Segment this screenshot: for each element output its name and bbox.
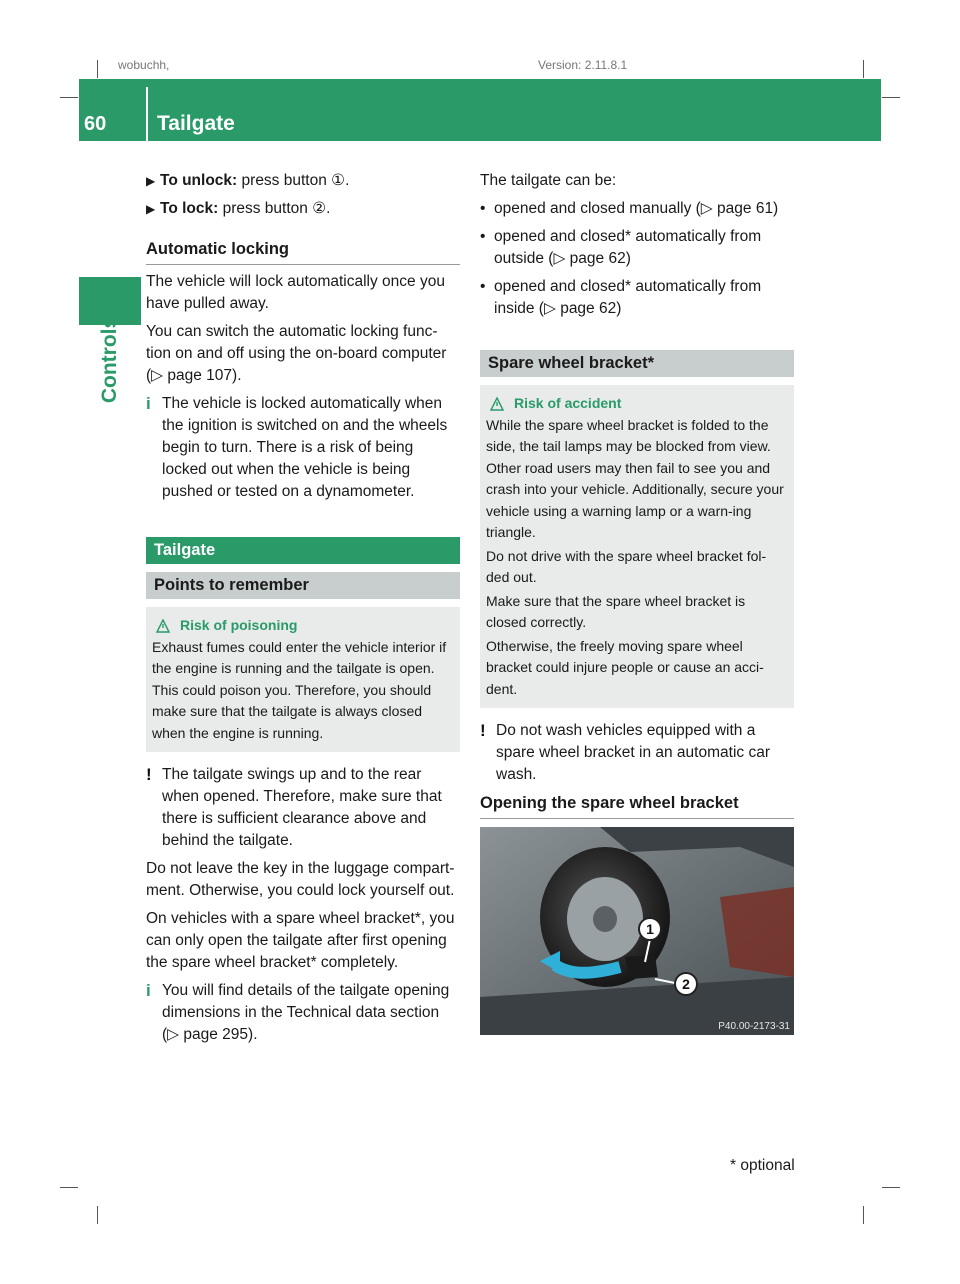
list-item bbox=[480, 226, 794, 270]
key-para: Do not leave the key in the luggage compart-ment. Otherwise, you could lock yourself out. bbox=[146, 860, 455, 899]
info-icon: i bbox=[146, 394, 151, 413]
arrow-icon: ▶ bbox=[146, 202, 156, 216]
spare-wheel-heading: Spare wheel bracket* bbox=[480, 350, 794, 377]
bullet-icon: • bbox=[480, 200, 486, 217]
warning-para: While the spare wheel bracket is folded to the side, the tail lamps may be blocked from view. Other road users may then fail to see you and crash into your vehicle. Additionally, secure your vehicle using a warning lamp or a warn-ing triangle. bbox=[486, 416, 784, 540]
step-unlock-bold: To unlock: bbox=[160, 172, 238, 189]
crop-mark bbox=[863, 60, 864, 78]
step-lock: ▶ To lock: press button ②. bbox=[146, 198, 460, 220]
step-unlock-text: press button bbox=[241, 172, 327, 189]
spare-wheel-photo bbox=[480, 827, 794, 1035]
warning-text: Exhaust fumes could enter the vehicle interior if the engine is running and the tailgate is open. This could poison you. Therefore, you should make sure that the tailgate is always closed when the engine is running. bbox=[152, 638, 447, 741]
step-lock-text: press button bbox=[222, 200, 308, 217]
opening-heading: Opening the spare wheel bracket bbox=[480, 792, 794, 819]
auto-info-text: The vehicle is locked automatically when the ignition is switched on and the wheels begin to turn. There is a risk of being locked out when the vehicle is being pushed or tested on a dynamometer. bbox=[162, 395, 448, 500]
points-heading: Points to remember bbox=[146, 572, 460, 599]
auto-info-note bbox=[146, 393, 460, 503]
warning-title-text: Risk of poisoning bbox=[180, 617, 298, 633]
list-item bbox=[480, 276, 794, 320]
side-label: Controls bbox=[98, 316, 121, 404]
caution-note bbox=[480, 720, 794, 786]
step-unlock: ▶ To unlock: press button ①. bbox=[146, 170, 460, 192]
tailgate-section-heading: Tailgate bbox=[146, 537, 460, 564]
page-title: Tailgate bbox=[157, 112, 235, 135]
left-column bbox=[146, 170, 460, 1052]
callout-1: 1 bbox=[646, 921, 654, 937]
auto-para-1: The vehicle will lock automatically once you have pulled away. bbox=[146, 273, 445, 312]
crop-mark bbox=[882, 1187, 900, 1188]
header-divider bbox=[146, 87, 148, 141]
list-item-text: opened and closed* automatically from outside (▷ page 62) bbox=[494, 228, 762, 267]
warning-triangle-icon bbox=[490, 397, 504, 411]
crop-mark bbox=[863, 1206, 864, 1224]
warning-triangle-icon bbox=[156, 619, 170, 633]
list-item bbox=[480, 198, 794, 220]
crop-left-text: wobuchh, bbox=[118, 58, 170, 72]
callout-2: 2 bbox=[682, 976, 690, 992]
tailgate-can-be: The tailgate can be: bbox=[480, 172, 617, 189]
warning-box-accident bbox=[480, 385, 794, 708]
crop-right-text: Version: 2.11.8.1 bbox=[538, 58, 628, 72]
caution-text: The tailgate swings up and to the rear when opened. Therefore, make sure that there is sufficient clearance above and behind the tailgate. bbox=[162, 766, 442, 849]
bullet-icon: • bbox=[480, 278, 486, 295]
info-note-2 bbox=[146, 980, 460, 1046]
callout-2-ref: ② bbox=[312, 200, 327, 217]
info-text-2: You will find details of the tailgate opening dimensions in the Technical data section (▷ page 295). bbox=[162, 982, 450, 1043]
right-column bbox=[480, 170, 794, 1035]
warning-para: Otherwise, the freely moving spare wheel bracket could injure people or cause an acci-dent. bbox=[486, 637, 764, 697]
crop-mark bbox=[60, 1187, 78, 1188]
bullet-icon: • bbox=[480, 228, 486, 245]
page-number: 60 bbox=[84, 113, 107, 135]
list-item-text: opened and closed* automatically from inside (▷ page 62) bbox=[494, 278, 762, 317]
warning-box-poisoning bbox=[146, 607, 460, 752]
automatic-locking-heading: Automatic locking bbox=[146, 238, 460, 265]
photo-illustration bbox=[480, 827, 794, 1035]
arrow-icon: ▶ bbox=[146, 174, 156, 188]
exclamation-icon: ! bbox=[146, 765, 152, 784]
step-lock-bold: To lock: bbox=[160, 200, 219, 217]
warning-title bbox=[486, 393, 788, 415]
crop-mark bbox=[882, 97, 900, 98]
warning-para: Do not drive with the spare wheel bracket fol-ded out. bbox=[486, 547, 767, 585]
crop-mark bbox=[60, 97, 78, 98]
caution-text: Do not wash vehicles equipped with a spare wheel bracket in an automatic car wash. bbox=[496, 722, 770, 783]
figure-code: P40.00-2173-31 bbox=[718, 1021, 790, 1032]
crop-mark bbox=[97, 1206, 98, 1224]
crop-mark bbox=[97, 60, 98, 78]
callout-1-ref: ① bbox=[331, 172, 346, 189]
info-icon: i bbox=[146, 981, 151, 1000]
auto-para-2: You can switch the automatic locking func-tion on and off using the on-board computer (▷ page 107). bbox=[146, 323, 447, 384]
footnote: * optional bbox=[730, 1157, 795, 1174]
exclamation-icon: ! bbox=[480, 721, 486, 740]
list-item-text: opened and closed manually (▷ page 61) bbox=[494, 200, 779, 217]
spare-para: On vehicles with a spare wheel bracket*, you can only open the tailgate after first opening the spare wheel bracket* completely. bbox=[146, 910, 455, 971]
caution-note bbox=[146, 764, 460, 852]
warning-title-text: Risk of accident bbox=[514, 395, 622, 411]
warning-title bbox=[152, 615, 454, 637]
warning-para: Make sure that the spare wheel bracket is closed correctly. bbox=[486, 592, 746, 630]
